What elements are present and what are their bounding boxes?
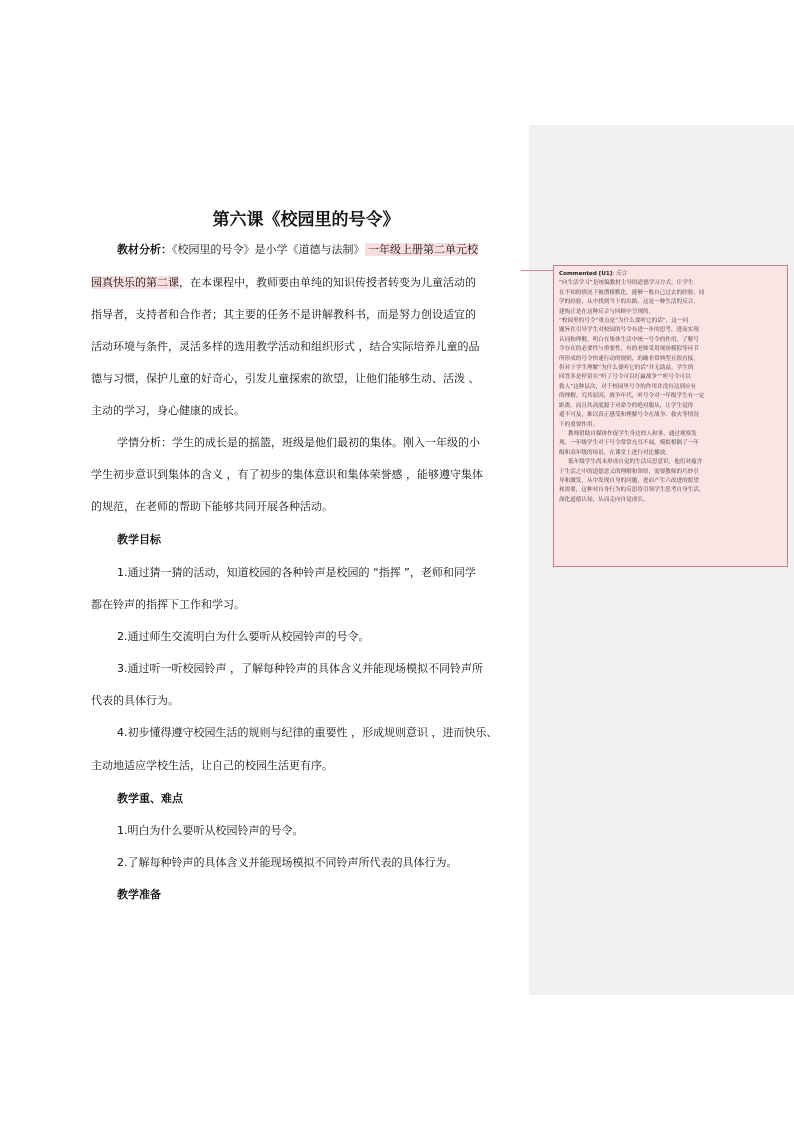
comment-line: 低年级学生尚未形成自觉的生活反思意识，他们对蕴含 [568, 459, 703, 466]
comment-line: 现，一年级学生对于号令常常充耳不闻，模拟相隔了一年 [559, 440, 699, 447]
learner-analysis-line1: 学情分析：学生的成长是的摇篮，班级是他们最初的集体。刚入一年级的小 [117, 436, 480, 449]
comment-line: 令存在的必要性与重要性，有的老师采用现场模拟等环节 [559, 346, 699, 353]
goal-1-line1: 1.通过猜一猜的活动，知道校园的各种铃声是校园的 “指挥 ”，老师和同学 [117, 566, 476, 579]
material-text-a: 《校园里的号令》是小学《道德与法制》 [172, 243, 365, 256]
learner-analysis-line3: 的规范，在老师的帮助下能够共同开展各种活动。 [91, 500, 333, 513]
comment-line: 但对于学生理解“为什么要听它的话”并无助益。学生的 [559, 365, 694, 372]
material-analysis-line3: 指导者，支持者和合作者；其主要的任务不是讲解教科书，而是努力创设适宜的 [91, 308, 476, 321]
comment-line: 级和高年级的场景，在课堂上进行对比播放。 [559, 449, 671, 456]
learner-analysis-line2: 学生初步意识到集体的含义 ，有了初步的集体意识和集体荣誉感 ，能够遵守集体 [91, 468, 483, 481]
comment-line: 下的重要作用。 [559, 421, 599, 428]
goal-3-line1: 3.通过听一听校园铃声 ，了解每种铃声的具体含义并能现场模拟不同铃声所 [117, 662, 483, 675]
goal-2: 2.通过师生交流明白为什么要听从校园铃声的号令。 [117, 630, 370, 643]
comment-tag: : 反合 [612, 271, 628, 277]
comment-line: 认同和理解，明白在集体生活中统一号令的作用，了解号 [559, 336, 699, 343]
material-analysis-line5: 德与习惯，保护儿童的好奇心，引发儿童探索的欲望，让他们能够生动、活泼 、 [91, 372, 480, 385]
key-point-1: 1.明白为什么要听从校园铃声的号令。 [117, 824, 304, 837]
comment-line: 建构正是在这种反合与回顾中呈现的。 [559, 308, 655, 315]
material-analysis-line1 [91, 234, 521, 265]
goals-heading: 教学目标 [117, 533, 161, 546]
comment-line: 遥不可及，难以真正感受和理解号令在战争、救火等情况 [559, 412, 699, 419]
comment-line: 所形成的号令快速行动的规则，的确非常典型且很直接， [559, 355, 699, 362]
comment-connector [521, 270, 555, 271]
goal-1-line2: 都在铃声的指挥下工作和学习。 [91, 598, 245, 611]
key-point-2: 2.了解每种铃声的具体含义并能现场模拟不同铃声所代表的具体行为。 [117, 856, 458, 869]
document-title: 第六课《校园里的号令》 [212, 210, 400, 230]
comment-line: 在不知的情况下被潜移默化，能够一般自己过去的经验、同 [559, 289, 705, 296]
comment-line: 距离，而且其高度源于对命令的绝对服从，让学生觉得 [559, 402, 694, 409]
comment-line: 回答多是停留在“听了号令可以打赢战争”“听号令可以 [559, 374, 691, 381]
comment-line: 导和激发，从中发现自身的问题，进而产生六改进的愿望 [559, 477, 699, 484]
comment-line: “校园里的号令”重点是“为什么要听它的话”，这一问 [559, 318, 689, 325]
comment-line: “向生活学习”是统编教材主导的道德学习方式，让学生 [559, 280, 694, 287]
material-analysis-line6: 主动的学习，身心健康的成长。 [91, 404, 245, 417]
comment-line: 学的经验，从中找到当下的出路。这是一种生活的反合， [559, 299, 699, 306]
goal-4-line1: 4.初步懂得遵守校园生活的规则与纪律的重要性 ，形成规则意识 ，进而快乐、 [117, 726, 498, 739]
comment-balloon[interactable] [553, 265, 788, 567]
material-analysis-line4: 活动环境与条件，灵活多样的选用教学活动和组织形式 ，结合实际培养儿童的品 [91, 340, 480, 353]
comment-line: 救人”这种层次，对于校园里号令的作用并没有达到应有 [559, 383, 697, 390]
comment-line: 题旨在引导学生对校园的号令有进一步的思考，进而实现 [559, 327, 699, 334]
goal-3-line2: 代表的具体行为。 [91, 694, 179, 707]
material-text-b: ，在本课程中，教师要由单纯的知识传授者转变为儿童活动的 [179, 276, 476, 289]
commented-text-a[interactable]: 一年级上册第二单元校 [364, 243, 478, 256]
comment-author: Commented [U1] [559, 271, 613, 277]
comment-line: 教师借助自媒体作促学生身边的人和事，通过观察发 [568, 430, 697, 437]
goal-4-line2: 主动地适应学校生活，让自己的校园生活更有序。 [91, 759, 333, 772]
key-points-heading: 教学重、难点 [117, 792, 183, 805]
comment-line: 的理解。究其原因，战争年代，听号令对一年级学生有一定 [559, 393, 705, 400]
comment-line: 深化道德认知，从而走向自觉成长。 [559, 496, 649, 503]
material-analysis-label: 教材分析： [117, 243, 172, 256]
commented-text-b[interactable]: 园真快乐的第二课 [91, 276, 179, 289]
comment-line: 于生活之中的道德意义的理解和领悟，需要教师的巧妙引 [559, 468, 699, 475]
material-analysis-line2 [91, 267, 521, 298]
comment-line: 和需要，这种对自身行为的反思将引领学生思考自身生活， [559, 487, 705, 494]
preparation-heading: 教学准备 [117, 888, 161, 901]
